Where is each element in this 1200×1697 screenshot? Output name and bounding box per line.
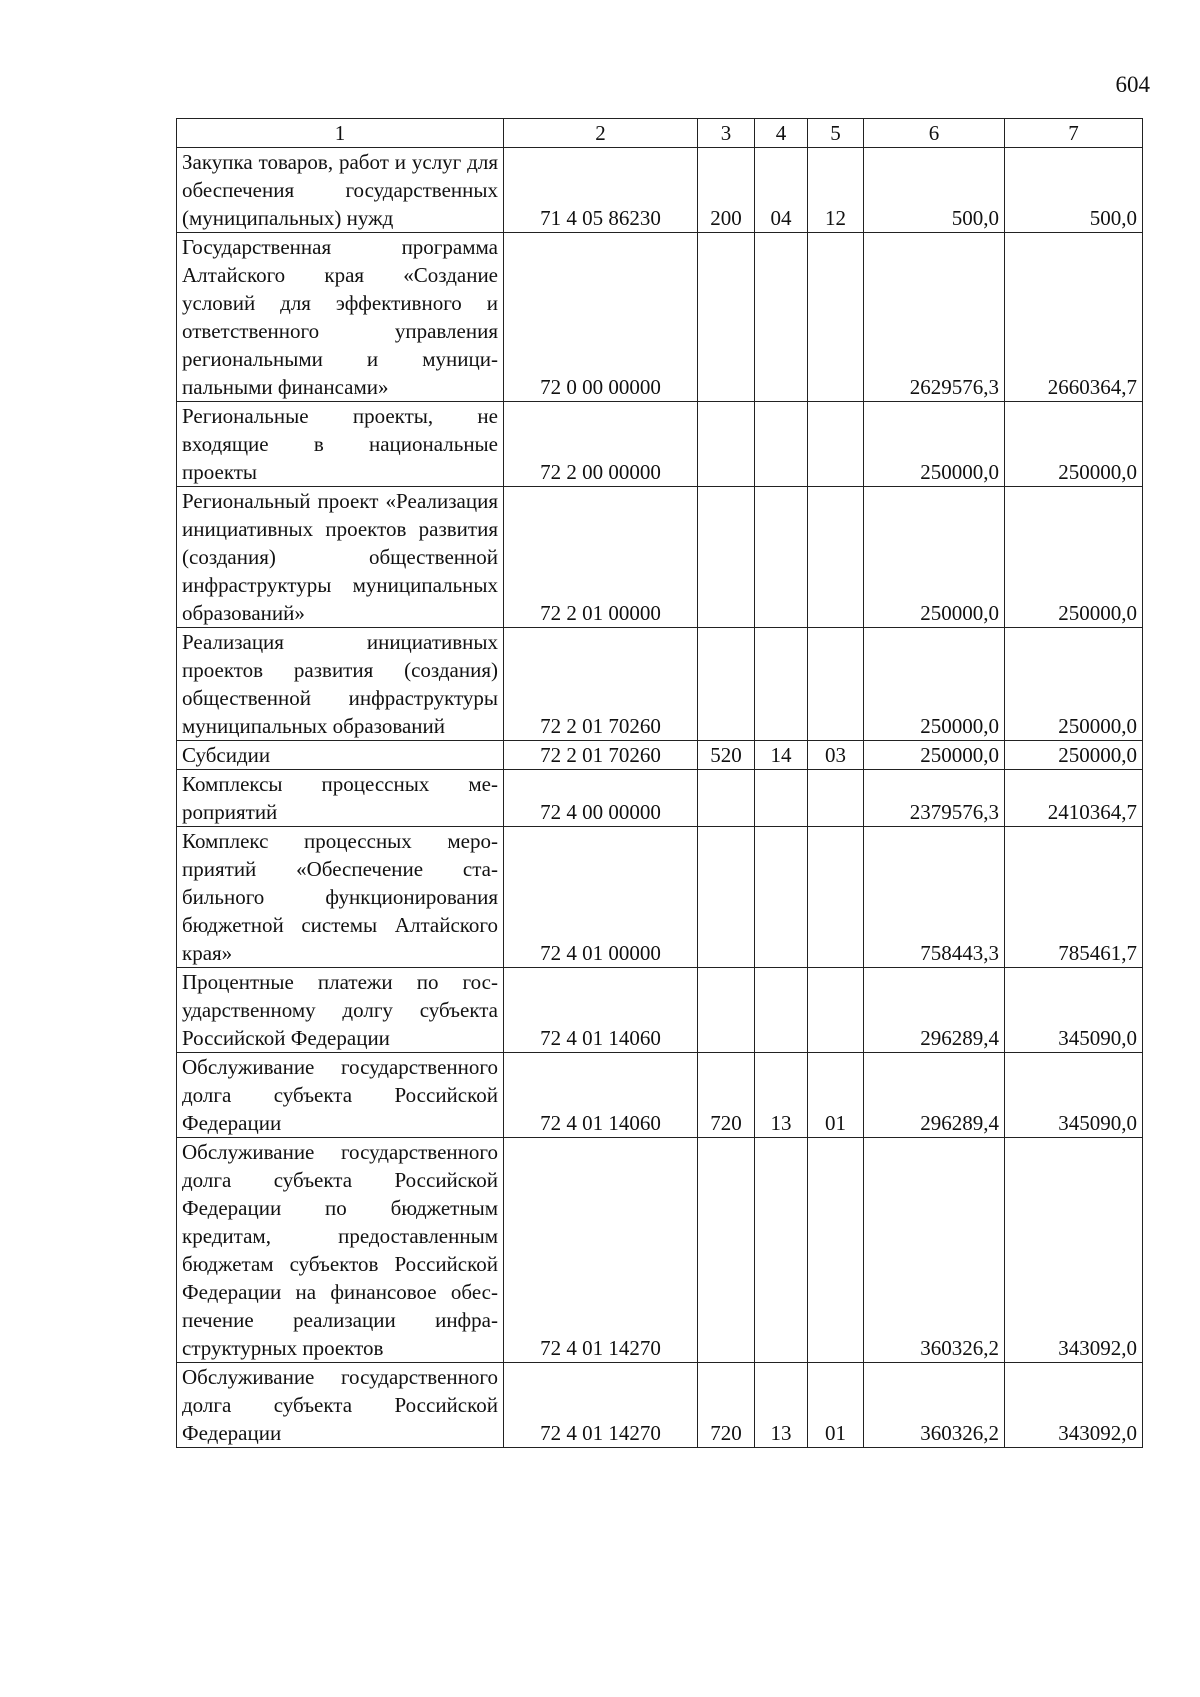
- amount-col7: 250000,0: [1005, 402, 1143, 487]
- target-code: 72 4 01 14270: [504, 1363, 698, 1448]
- expense-type: [698, 628, 755, 741]
- table-row: [177, 1053, 1143, 1138]
- column-header-4: 4: [755, 119, 808, 148]
- amount-col7: 345090,0: [1005, 1053, 1143, 1138]
- column-header-1: 1: [177, 119, 504, 148]
- table-row: [177, 148, 1143, 233]
- expense-type: 520: [698, 741, 755, 770]
- subsection: 03: [808, 741, 864, 770]
- amount-col6: 250000,0: [864, 741, 1005, 770]
- amount-col6: 2379576,3: [864, 770, 1005, 827]
- target-code: 72 4 00 00000: [504, 770, 698, 827]
- expense-type: [698, 1138, 755, 1363]
- amount-col6: 500,0: [864, 148, 1005, 233]
- amount-col7: 250000,0: [1005, 628, 1143, 741]
- section: 04: [755, 148, 808, 233]
- table-row: [177, 628, 1143, 741]
- amount-col6: 250000,0: [864, 402, 1005, 487]
- amount-col7: 343092,0: [1005, 1363, 1143, 1448]
- target-code: 72 4 01 14060: [504, 968, 698, 1053]
- amount-col6: 360326,2: [864, 1138, 1005, 1363]
- section: [755, 1138, 808, 1363]
- amount-col6: 758443,3: [864, 827, 1005, 968]
- target-code: 72 2 01 70260: [504, 628, 698, 741]
- subsection: 01: [808, 1053, 864, 1138]
- target-code: 72 4 01 14270: [504, 1138, 698, 1363]
- amount-col6: 296289,4: [864, 1053, 1005, 1138]
- row-name: Комплексы процессных мероприятий: [177, 770, 504, 827]
- table-row: [177, 827, 1143, 968]
- row-name: Региональный проект «Реализация инициативных проектов развития (создания) общественной инфраструктуры муниципальных образований»: [177, 487, 504, 628]
- subsection: [808, 1138, 864, 1363]
- amount-col7: 785461,7: [1005, 827, 1143, 968]
- row-name: Обслуживание государственного долга субъекта Российской Федерации: [177, 1363, 504, 1448]
- table-row: [177, 402, 1143, 487]
- expense-type: [698, 968, 755, 1053]
- section: [755, 402, 808, 487]
- table-row: [177, 233, 1143, 402]
- table-row: [177, 770, 1143, 827]
- target-code: 72 2 01 70260: [504, 741, 698, 770]
- target-code: 71 4 05 86230: [504, 148, 698, 233]
- expense-type: [698, 233, 755, 402]
- section: 13: [755, 1053, 808, 1138]
- page-number: 604: [1115, 72, 1150, 97]
- subsection: [808, 827, 864, 968]
- subsection: [808, 968, 864, 1053]
- subsection: [808, 770, 864, 827]
- section: [755, 233, 808, 402]
- row-name: Закупка товаров, работ и услуг для обеспечения государственных (муниципальных) нужд: [177, 148, 504, 233]
- row-name: Региональные проекты, не входящие в национальные проекты: [177, 402, 504, 487]
- budget-table: [176, 118, 1143, 1448]
- row-name: Субсидии: [177, 741, 504, 770]
- subsection: [808, 402, 864, 487]
- column-header-3: 3: [698, 119, 755, 148]
- expense-type: [698, 770, 755, 827]
- amount-col7: 2660364,7: [1005, 233, 1143, 402]
- amount-col6: 360326,2: [864, 1363, 1005, 1448]
- column-header-5: 5: [808, 119, 864, 148]
- target-code: 72 2 00 00000: [504, 402, 698, 487]
- section: [755, 827, 808, 968]
- amount-col6: 250000,0: [864, 487, 1005, 628]
- row-name: Государственная программа Алтайского края «Создание условий для эффективного и ответственного управления региональными и муниципальными финансами»: [177, 233, 504, 402]
- expense-type: [698, 487, 755, 628]
- section: [755, 770, 808, 827]
- target-code: 72 2 01 00000: [504, 487, 698, 628]
- subsection: 12: [808, 148, 864, 233]
- target-code: 72 4 01 14060: [504, 1053, 698, 1138]
- row-name: Реализация инициативных проектов развития (создания) общественной инфраструктуры муниципальных образований: [177, 628, 504, 741]
- table-row: [177, 1138, 1143, 1363]
- expense-type: [698, 402, 755, 487]
- expense-type: 720: [698, 1053, 755, 1138]
- expense-type: 200: [698, 148, 755, 233]
- amount-col7: 343092,0: [1005, 1138, 1143, 1363]
- row-name: Обслуживание государственного долга субъекта Российской Федерации: [177, 1053, 504, 1138]
- expense-type: 720: [698, 1363, 755, 1448]
- table-row: [177, 1363, 1143, 1448]
- amount-col7: 345090,0: [1005, 968, 1143, 1053]
- expense-type: [698, 827, 755, 968]
- section: [755, 628, 808, 741]
- amount-col6: 250000,0: [864, 628, 1005, 741]
- column-header-7: 7: [1005, 119, 1143, 148]
- section: [755, 487, 808, 628]
- table-row: [177, 487, 1143, 628]
- subsection: 01: [808, 1363, 864, 1448]
- amount-col7: 500,0: [1005, 148, 1143, 233]
- column-number-header-row: [177, 119, 1143, 148]
- target-code: 72 4 01 00000: [504, 827, 698, 968]
- row-name: Комплекс процессных мероприятий «Обеспечение стабильного функционирования бюджетной системы Алтайского края»: [177, 827, 504, 968]
- amount-col6: 296289,4: [864, 968, 1005, 1053]
- subsection: [808, 487, 864, 628]
- row-name: Обслуживание государственного долга субъекта Российской Федерации по бюджетным кредитам, предоставленным бюджетам субъектов Российской Федерации на финансовое обеспечение реализации инфраструктурных проектов: [177, 1138, 504, 1363]
- subsection: [808, 233, 864, 402]
- column-header-6: 6: [864, 119, 1005, 148]
- amount-col6: 2629576,3: [864, 233, 1005, 402]
- table-row: [177, 968, 1143, 1053]
- amount-col7: 2410364,7: [1005, 770, 1143, 827]
- section: [755, 968, 808, 1053]
- section: 14: [755, 741, 808, 770]
- subsection: [808, 628, 864, 741]
- row-name: Процентные платежи по государственному долгу субъекта Российской Федерации: [177, 968, 504, 1053]
- amount-col7: 250000,0: [1005, 487, 1143, 628]
- target-code: 72 0 00 00000: [504, 233, 698, 402]
- table-row: [177, 741, 1143, 770]
- amount-col7: 250000,0: [1005, 741, 1143, 770]
- section: 13: [755, 1363, 808, 1448]
- column-header-2: 2: [504, 119, 698, 148]
